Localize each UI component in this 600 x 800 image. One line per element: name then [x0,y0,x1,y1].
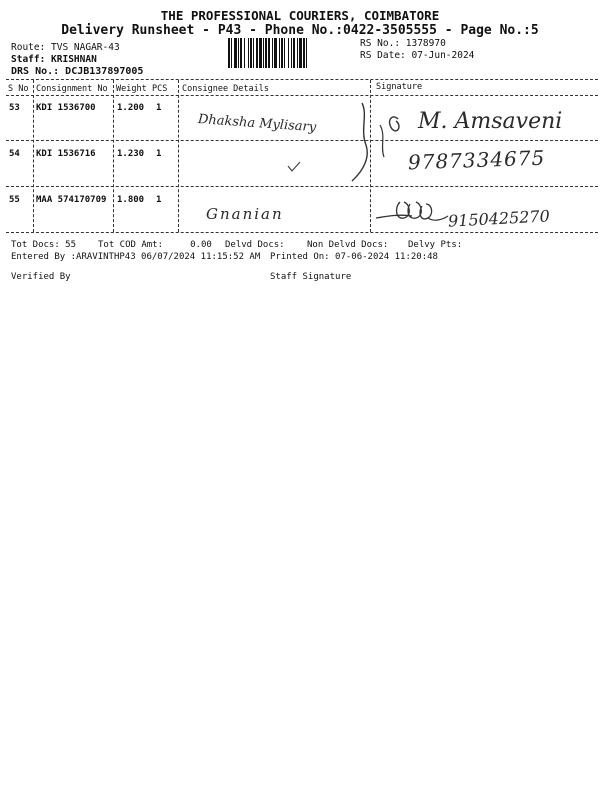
barcode-bar [253,38,254,68]
table-header-rule [6,95,598,96]
barcode-bar [268,38,270,68]
barcode-bar [281,38,283,68]
column-divider [33,80,34,232]
table-row-sno: 55 [9,195,20,205]
barcode-bar [306,38,307,68]
col-header-signature: Signature [376,82,423,92]
barcode-bar [279,38,280,68]
company-title: THE PROFESSIONAL COURIERS, COIMBATORE [160,8,440,23]
barcode-bar [299,38,302,68]
table-row-pcs: 1 [156,149,162,159]
barcode-bar [288,38,289,68]
table-row-sno: 54 [9,149,20,159]
barcode-bar [265,38,267,68]
barcode-bar [297,38,298,68]
barcode-bar [244,38,245,68]
non-delivered-docs: Non Delvd Docs: [307,240,389,250]
staff-signature-label: Staff Signature [270,272,352,282]
total-docs: Tot Docs: 55 [11,240,77,250]
table-row-pcs: 1 [156,195,162,205]
barcode-bar [238,38,239,68]
handwritten-signature-name: M. Amsaveni [418,109,563,134]
handwritten-consignee-name: Gnanian [206,205,284,223]
table-row-pcs: 1 [156,103,162,113]
column-divider [113,80,114,232]
barcode-bar [291,38,292,68]
table-row-consignment: MAA 574170709 [36,195,107,205]
printed-on: Printed On: 07-06-2024 11:20:48 [270,252,438,262]
table-row-weight: 1.200 [117,103,145,113]
entered-by: Entered By :ARAVINTHP43 06/07/2024 11:15:52 AM [11,252,261,262]
staff-label: Staff: KRISHNAN [11,54,97,65]
rs-date: RS Date: 07-Jun-2024 [360,50,475,61]
barcode-bar [240,38,242,68]
col-header-consignee: Consignee Details [182,84,269,94]
col-header-sno: S No [8,84,29,94]
barcode-bar [228,38,230,68]
signature-scribble [340,95,430,190]
table-row-consignment: KDI 1536700 [36,103,96,113]
delivered-docs: Delvd Docs: [225,240,285,250]
table-row-sno: 53 [9,103,20,113]
table-row-weight: 1.230 [117,149,145,159]
row-divider [6,186,598,187]
route-label: Route: TVS NAGAR-43 [11,42,120,53]
handwritten-phone-number: 9150425270 [447,206,551,231]
table-top-rule [6,79,598,80]
barcode-bar [256,38,258,68]
runsheet-title: Delivery Runsheet - P43 - Phone No.:0422-3505555 - Page No.:5 [61,23,539,38]
col-header-weight: Weight [116,84,147,94]
barcode-bar [284,38,285,68]
handwritten-consignee-name: Dhaksha Mylisary [197,112,317,136]
total-cod-amount: Tot COD Amt: 0.00 [98,240,212,250]
rs-number: RS No.: 1378970 [360,38,446,49]
barcode-bar [272,38,273,68]
barcode-bar [231,38,232,68]
delivery-points: Delvy Pts: [408,240,463,250]
tick-mark [286,160,302,174]
barcode-bar [263,38,264,68]
col-header-consignment: Consignment No [36,84,108,94]
table-bottom-rule [6,232,598,233]
col-header-pcs: PCS [152,84,168,94]
verified-by-label: Verified By [11,272,71,282]
drs-number: DRS No.: DCJB137897005 [11,66,144,77]
table-row-consignment: KDI 1536716 [36,149,96,159]
signature-scribble [372,196,452,230]
handwritten-phone-number: 9787334675 [407,145,546,175]
barcode-bar [248,38,249,68]
barcode-bar [234,38,237,68]
barcode-bar [293,38,295,68]
barcode-bar [259,38,262,68]
barcode-bar [250,38,252,68]
table-row-weight: 1.800 [117,195,145,205]
barcode [228,38,354,68]
barcode-bar [303,38,305,68]
row-divider [6,140,598,141]
column-divider [178,80,179,232]
barcode-bar [274,38,277,68]
